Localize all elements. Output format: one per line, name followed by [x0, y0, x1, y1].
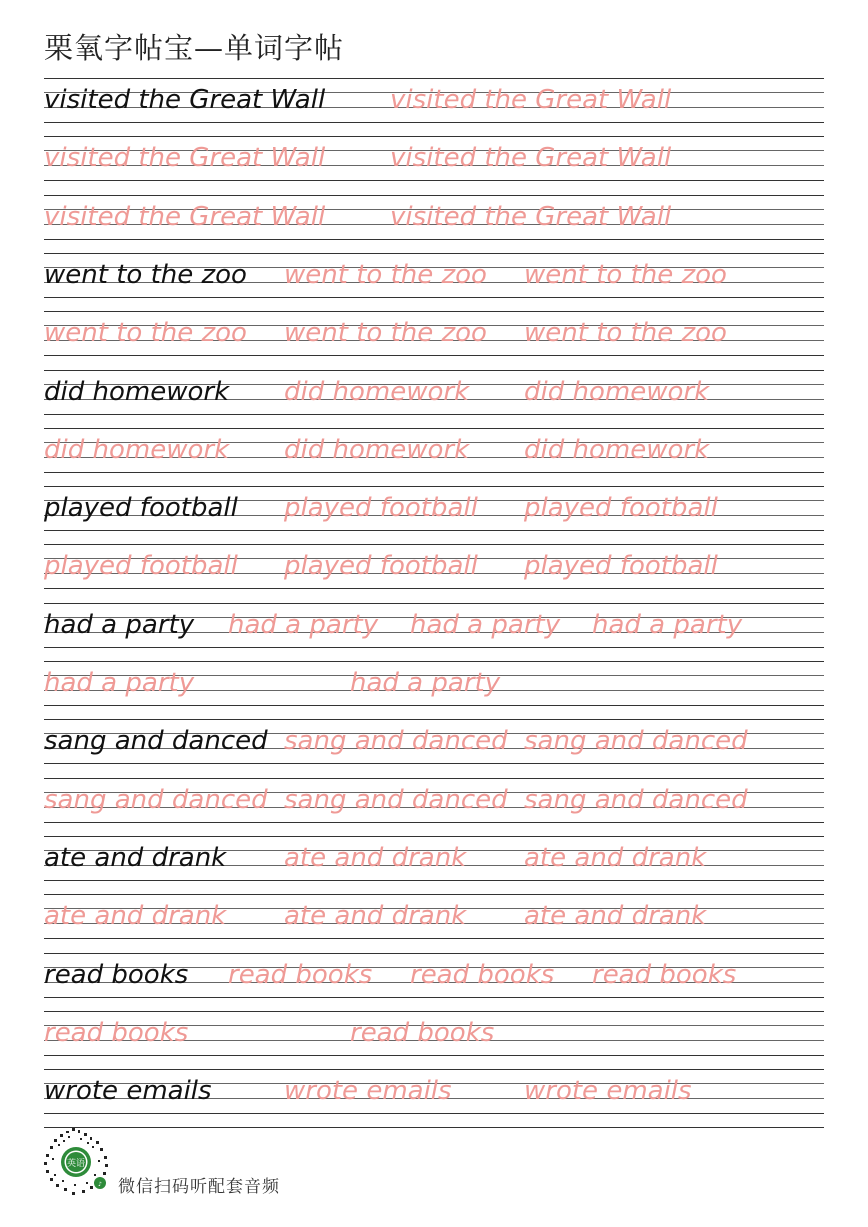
model-word: wrote emails — [44, 1076, 212, 1107]
practice-row — [44, 428, 824, 486]
trace-word: ate and drank — [44, 901, 227, 932]
trace-word: had a party — [44, 668, 195, 698]
model-word: visited the Great Wall — [44, 85, 326, 115]
trace-word: sang and danced — [524, 726, 748, 757]
trace-word: had a party — [350, 668, 501, 698]
ruling-line — [44, 1055, 824, 1056]
ruling-line — [44, 544, 824, 545]
ruling-line — [44, 719, 824, 720]
trace-word: visited the Great Wall — [390, 85, 672, 115]
practice-rows — [44, 0, 824, 1227]
practice-row — [44, 1069, 824, 1127]
trace-word: went to the zoo — [284, 318, 487, 349]
qr-logo-label: 英语 — [66, 1159, 86, 1169]
ruling-line — [44, 778, 824, 779]
ruling-line — [44, 705, 824, 706]
ruling-line — [44, 472, 824, 473]
ruling-line — [44, 763, 824, 764]
trace-word: went to the zoo — [284, 259, 487, 290]
qr-code-icon — [42, 1128, 110, 1196]
trace-word: sang and danced — [284, 784, 508, 815]
trace-word: had a party — [228, 609, 379, 640]
ruling-line — [44, 414, 824, 415]
trace-word: read books — [592, 959, 737, 990]
ruling-line — [44, 195, 824, 196]
trace-word: did homework — [524, 434, 710, 465]
ruling-line — [44, 180, 824, 181]
trace-word: ate and drank — [524, 842, 707, 873]
trace-word: ate and drank — [524, 901, 707, 932]
ruling-line — [44, 1113, 824, 1114]
trace-word: played football — [44, 551, 238, 582]
ruling-line — [44, 661, 824, 662]
practice-row — [44, 603, 824, 661]
practice-row — [44, 78, 824, 136]
ruling-line — [44, 311, 824, 312]
model-word: did homework — [44, 376, 230, 407]
trace-word: sang and danced — [524, 784, 748, 815]
ruling-line — [44, 297, 824, 298]
trace-word: visited the Great Wall — [390, 201, 672, 232]
ruling-line — [44, 1069, 824, 1070]
scan-instruction: 微信扫码听配套音频 — [118, 1177, 280, 1197]
ruling-line — [44, 78, 824, 79]
ruling-line — [44, 136, 824, 137]
trace-word: wrote emails — [284, 1076, 452, 1107]
ruling-line — [44, 355, 824, 356]
trace-word: sang and danced — [284, 726, 508, 757]
trace-word: sang and danced — [44, 784, 268, 815]
ruling-line — [44, 530, 824, 531]
trace-word: played football — [524, 551, 718, 582]
model-word: sang and danced — [44, 726, 268, 757]
trace-word: had a party — [592, 609, 743, 640]
model-word: ate and drank — [44, 842, 227, 873]
practice-row — [44, 719, 824, 777]
trace-word: read books — [44, 1017, 189, 1048]
practice-row — [44, 136, 824, 194]
ruling-line — [44, 836, 824, 837]
practice-row — [44, 894, 824, 952]
practice-row — [44, 661, 824, 719]
ruling-line — [44, 122, 824, 123]
model-word: read books — [44, 959, 189, 990]
practice-row — [44, 1011, 824, 1069]
model-word: went to the zoo — [44, 259, 247, 290]
ruling-line — [44, 253, 824, 254]
ruling-line — [44, 239, 824, 240]
ruling-line — [44, 894, 824, 895]
trace-word: did homework — [44, 434, 230, 465]
trace-word: ate and drank — [284, 901, 467, 932]
ruling-line — [44, 588, 824, 589]
trace-word: went to the zoo — [524, 318, 727, 349]
trace-word: read books — [410, 959, 555, 990]
ruling-line — [44, 428, 824, 429]
ruling-line — [44, 880, 824, 881]
page-title: 栗氧字帖宝—单词字帖 — [44, 31, 345, 65]
practice-row — [44, 953, 824, 1011]
trace-word: wrote emails — [524, 1076, 692, 1107]
trace-word: did homework — [524, 376, 710, 407]
trace-word: did homework — [284, 434, 470, 465]
trace-word: played football — [284, 493, 478, 524]
trace-word: visited the Great Wall — [44, 143, 326, 174]
trace-word: played football — [284, 551, 478, 582]
trace-word: played football — [524, 493, 718, 524]
ruling-line — [44, 370, 824, 371]
ruling-line — [44, 603, 824, 604]
practice-row — [44, 778, 824, 836]
practice-row — [44, 544, 824, 602]
ruling-line — [44, 822, 824, 823]
ruling-line — [44, 486, 824, 487]
trace-word: had a party — [410, 609, 561, 640]
trace-word: read books — [228, 959, 373, 990]
practice-row — [44, 195, 824, 253]
trace-word: went to the zoo — [524, 259, 727, 290]
practice-row — [44, 311, 824, 369]
trace-word: visited the Great Wall — [44, 201, 326, 232]
trace-word: visited the Great Wall — [390, 143, 672, 174]
practice-row — [44, 836, 824, 894]
model-word: had a party — [44, 609, 195, 640]
trace-word: did homework — [284, 376, 470, 407]
practice-row — [44, 486, 824, 544]
ruling-line — [44, 1127, 824, 1128]
trace-word: read books — [350, 1017, 495, 1048]
practice-row — [44, 253, 824, 311]
svg-text:♪: ♪ — [98, 1181, 102, 1188]
trace-word: ate and drank — [284, 842, 467, 873]
ruling-line — [44, 953, 824, 954]
model-word: played football — [44, 493, 238, 524]
trace-word: went to the zoo — [44, 318, 247, 349]
ruling-line — [44, 938, 824, 939]
ruling-line — [44, 1011, 824, 1012]
practice-row — [44, 370, 824, 428]
ruling-line — [44, 997, 824, 998]
ruling-line — [44, 647, 824, 648]
